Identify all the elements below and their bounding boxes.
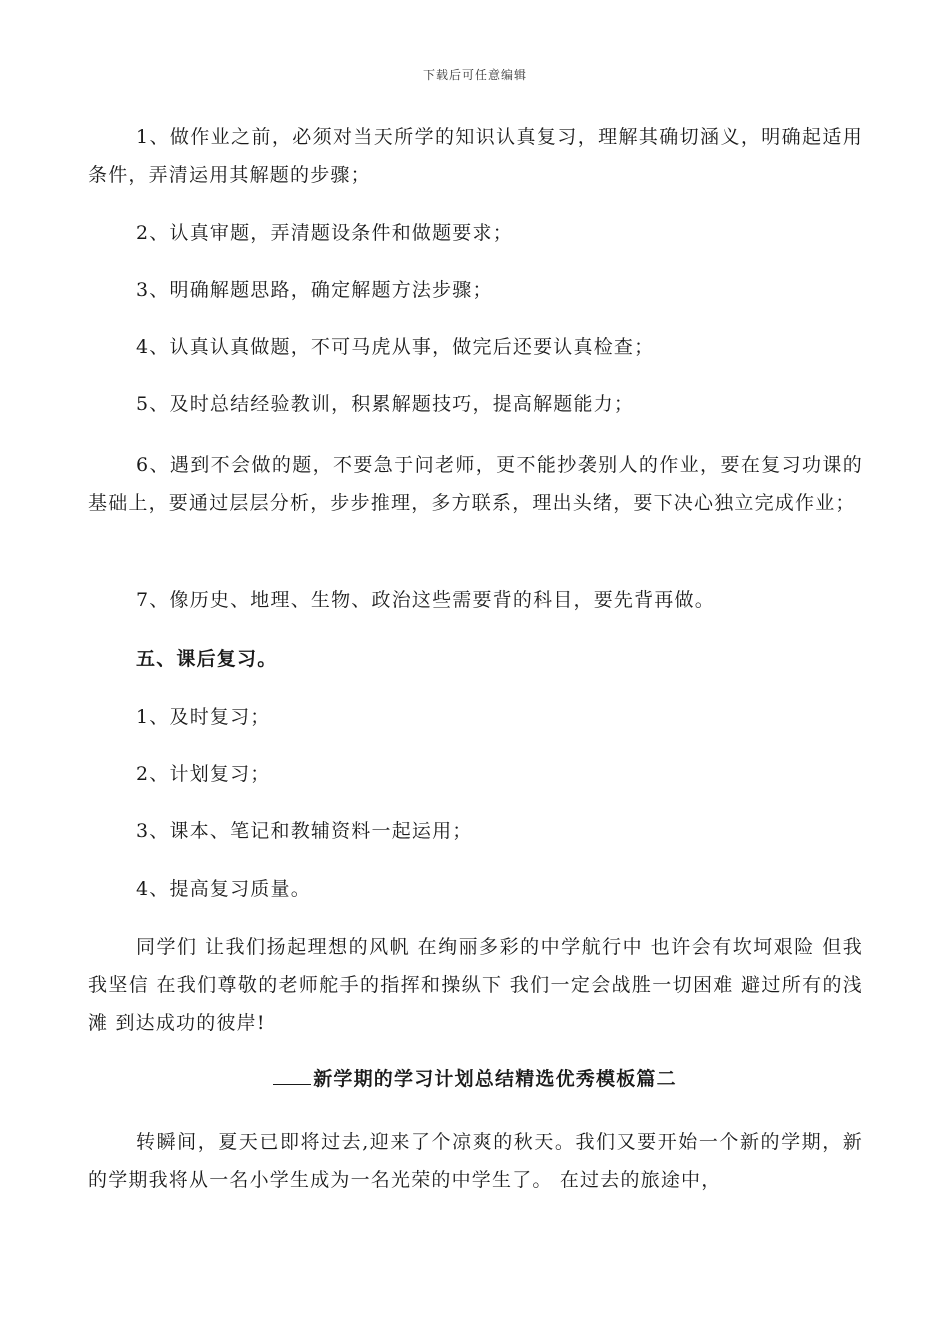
section-title-text: 新学期的学习计划总结精选优秀模板篇二 [313, 1068, 677, 1090]
section-title-part-two [0, 1064, 950, 1091]
paragraph-homework-step-2: 2、认真审题，弄清题设条件和做题要求； [136, 222, 513, 244]
title-blank-underline [273, 1066, 311, 1085]
paragraph-homework-step-3: 3、明确解题思路，确定解题方法步骤； [136, 279, 493, 301]
paragraph-homework-step-7: 7、像历史、地理、生物、政治这些需要背的科目，要先背再做。 [136, 589, 715, 611]
paragraph-review-step-1: 1、及时复习； [136, 706, 271, 728]
paragraph-review-step-4: 4、提高复习质量。 [136, 878, 311, 900]
paragraph-part-two-intro: 转瞬间，夏天已即将过去,迎来了个凉爽的秋天。我们又要开始一个新的学期，新的学期我将从一名小学生成为一名光荣的中学生了。 在过去的旅途中， [88, 1131, 863, 1191]
paragraph-homework-step-1: 1、做作业之前，必须对当天所学的知识认真复习，理解其确切涵义，明确起适用条件，弄清运用其解题的步骤； [88, 126, 863, 186]
page-header: 下载后可任意编辑 [422, 68, 527, 82]
paragraph-review-step-2: 2、计划复习； [136, 763, 271, 785]
paragraph-review-step-3: 3、课本、笔记和教辅资料一起运用； [136, 820, 473, 842]
heading-after-class-review: 五、课后复习。 [136, 648, 278, 670]
paragraph-homework-step-6: 6、遇到不会做的题，不要急于问老师，更不能抄袭别人的作业，要在复习功课的基础上，要通过层层分析，步步推理，多方联系，理出头绪，要下决心独立完成作业； [88, 454, 863, 514]
paragraph-homework-step-5: 5、及时总结经验教训，积累解题技巧，提高解题能力； [136, 393, 635, 415]
paragraph-closing: 同学们 让我们扬起理想的风帆 在绚丽多彩的中学航行中 也许会有坎坷艰险 但我我坚信 在我们尊敬的老师舵手的指挥和操纵下 我们一定会战胜一切困难 避过所有的浅滩 到达成功的彼岸! [88, 936, 863, 1034]
paragraph-homework-step-4: 4、认真认真做题，不可马虎从事，做完后还要认真检查； [136, 336, 655, 358]
